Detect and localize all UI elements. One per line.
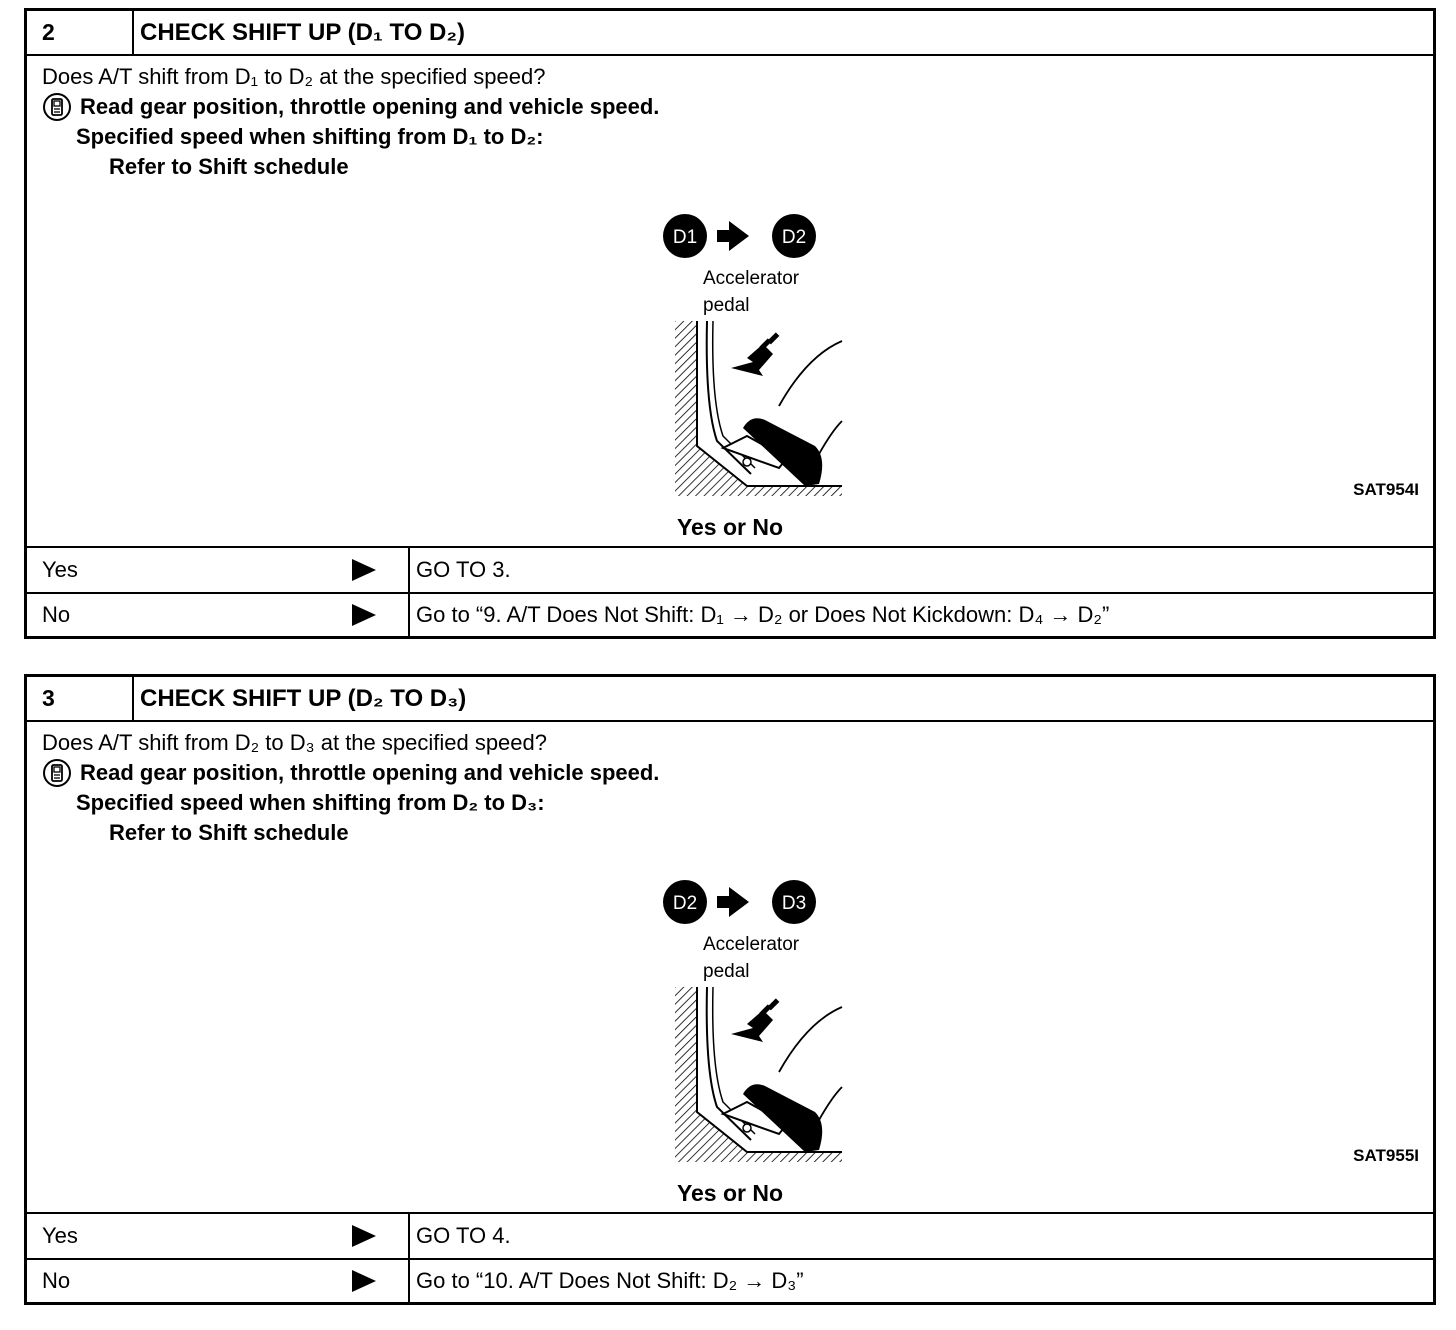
step-question: Does A/T shift from D₁ to D₂ at the specified speed? (42, 64, 546, 89)
right-arrow-icon (717, 887, 749, 917)
play-triangle-icon (352, 604, 376, 626)
no-row[interactable] (27, 1258, 1433, 1302)
no-row[interactable] (27, 592, 1433, 636)
spec-reference: Refer to Shift schedule (109, 154, 349, 179)
step-2-block (24, 8, 1436, 639)
spec-reference: Refer to Shift schedule (109, 820, 349, 845)
figure-label-line1: Accelerator (703, 268, 800, 289)
yes-row[interactable] (27, 548, 1433, 592)
no-cell (27, 1260, 410, 1302)
gear-from-label: D2 (672, 893, 698, 914)
yes-action[interactable]: GO TO 4. (416, 1223, 511, 1248)
instruction-text: Read gear position, throttle opening and vehicle speed. (80, 94, 660, 119)
instruction-text: Read gear position, throttle opening and vehicle speed. (80, 760, 660, 785)
no-action[interactable]: Go to “10. A/T Does Not Shift: D₂ → D₃” (416, 1268, 804, 1293)
step-title: CHECK SHIFT UP (D₁ TO D₂) (140, 18, 466, 46)
consult-tool-icon (42, 758, 72, 788)
yes-cell (27, 1214, 410, 1258)
gear-to-label: D3 (781, 893, 807, 914)
figure-label-line2: pedal (703, 961, 750, 982)
spec-label: Specified speed when shifting from D₁ to D₂: (76, 124, 544, 149)
no-action[interactable]: Go to “9. A/T Does Not Shift: D₁ → D₂ or Does Not Kickdown: D₄ → D₂” (416, 602, 1110, 627)
step-3-block (24, 674, 1436, 1305)
figure-label-line1: Accelerator (703, 934, 800, 955)
play-triangle-icon (352, 1270, 376, 1292)
answer-prompt: Yes or No (676, 1180, 784, 1206)
press-arrow-icon (731, 1010, 773, 1042)
figure-code: SAT955I (1353, 1146, 1419, 1165)
gear-from-label: D1 (672, 227, 698, 248)
step-header (27, 677, 1433, 722)
gear-to-label: D2 (781, 227, 807, 248)
instruction-line (42, 92, 659, 122)
step-body (27, 56, 1433, 548)
accelerator-pedal-figure (647, 196, 847, 496)
figure-label-line2: pedal (703, 295, 750, 316)
no-label: No (42, 1268, 71, 1293)
yes-label: Yes (42, 557, 78, 582)
right-arrow-icon (717, 221, 749, 251)
accelerator-pedal-figure (647, 862, 847, 1162)
answer-prompt: Yes or No (676, 514, 784, 540)
step-number: 3 (27, 677, 134, 720)
yes-row[interactable] (27, 1214, 1433, 1258)
step-body (27, 722, 1433, 1214)
figure-code: SAT954I (1353, 480, 1419, 499)
instruction-line (42, 758, 659, 788)
yes-action[interactable]: GO TO 3. (416, 557, 511, 582)
step-number: 2 (27, 11, 134, 54)
yes-cell (27, 548, 410, 592)
play-triangle-icon (352, 1225, 376, 1247)
play-triangle-icon (352, 559, 376, 581)
consult-tool-icon (42, 92, 72, 122)
step-question: Does A/T shift from D₂ to D₃ at the specified speed? (42, 730, 548, 755)
no-label: No (42, 602, 71, 627)
yes-label: Yes (42, 1223, 78, 1248)
step-header (27, 11, 1433, 56)
no-cell (27, 594, 410, 636)
press-arrow-icon (731, 344, 773, 376)
spec-label: Specified speed when shifting from D₂ to D₃: (76, 790, 545, 815)
step-title: CHECK SHIFT UP (D₂ TO D₃) (140, 684, 467, 712)
